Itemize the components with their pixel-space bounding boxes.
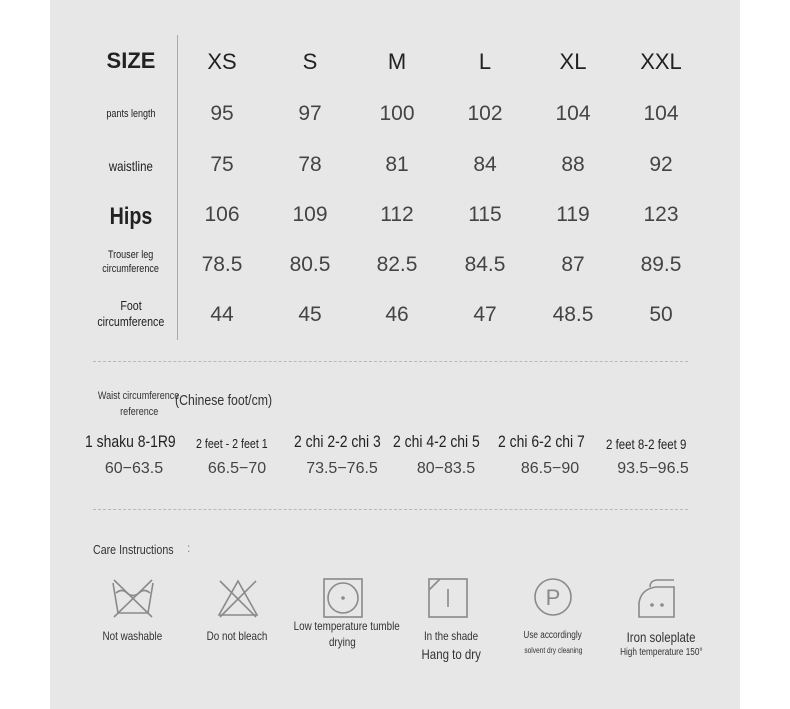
table-cell: 88 [561,153,585,176]
iron-two-dots-icon [636,577,680,619]
care-label-shade-line1: In the shade [423,629,479,643]
size-header-s: S [302,49,318,74]
care-title-mark: : [187,541,191,555]
care-label-iron-line2: High temperature 150° [619,647,703,658]
size-header-label: SIZE [106,48,156,73]
cm-range-5: 86.5−90 [520,460,580,477]
table-cell: 80.5 [289,253,331,276]
chinese-size-3: 2 chi 2-2 chi 3 [294,432,381,451]
wash-tub-crossed-icon [111,577,155,619]
table-vertical-divider [177,35,178,340]
dry-clean-p-icon [531,577,575,619]
cm-range-2: 66.5−70 [207,460,267,477]
table-cell: 109 [292,203,328,226]
table-cell: 119 [556,203,590,226]
care-title: Care Instructions [93,542,174,557]
row-label-trouser-leg-circumference: Trouser leg circumference [102,249,160,275]
table-cell: 106 [204,203,240,226]
waist-reference-label: Waist circumference reference [98,390,180,418]
care-label-not-washable: Not washable [102,629,162,643]
table-cell: 75 [210,153,234,176]
table-cell: 102 [467,102,503,125]
row-label-foot-circumference: Foot circumference [97,298,165,330]
chinese-size-5: 2 chi 6-2 chi 7 [498,432,585,451]
table-cell: 50 [649,303,673,326]
cm-range-6: 93.5−96.5 [617,460,689,477]
waist-reference-unit: (Chinese foot/cm) [175,392,273,409]
table-cell: 97 [298,102,322,125]
cm-range-3: 73.5−76.5 [306,460,378,477]
section-divider-1 [93,361,688,362]
care-label-dry-clean-line1: Use accordingly [523,630,583,641]
table-cell: 48.5 [552,303,594,326]
table-cell: 104 [643,102,679,125]
chinese-size-4: 2 chi 4-2 chi 5 [393,432,480,451]
table-cell: 89.5 [640,253,682,276]
table-cell: 123 [643,203,679,226]
chinese-size-6: 2 feet 8-2 feet 9 [606,436,687,452]
care-label-shade-line2: Hang to dry [421,646,481,662]
size-header-xs: XS [207,49,237,74]
table-cell: 82.5 [376,253,418,276]
size-header-xl: XL [559,49,587,74]
table-cell: 104 [555,102,591,125]
size-header-xxl: XXL [640,49,682,74]
table-cell: 95 [210,102,234,125]
table-cell: 46 [385,303,409,326]
table-cell: 47 [473,303,497,326]
tumble-dry-low-icon [321,577,365,619]
table-cell: 81 [385,153,409,176]
section-divider-2 [93,509,688,510]
chinese-size-1: 1 shaku 8-1R9 [85,432,176,451]
row-label-hips: Hips [109,203,153,230]
table-cell: 78.5 [201,253,243,276]
row-label-waistline: waistline [108,158,154,174]
care-label-iron-line1: Iron soleplate [626,629,696,645]
shade-dry-icon [426,577,470,619]
cm-range-1: 60−63.5 [104,460,164,477]
table-cell: 115 [468,203,502,226]
table-cell: 112 [380,203,414,226]
care-label-dry-clean-line2: solvent dry cleaning [524,646,582,655]
table-cell: 84 [473,153,497,176]
table-cell: 87 [561,253,585,276]
table-cell: 44 [210,303,234,326]
size-header-l: L [478,49,492,74]
table-cell: 78 [298,153,322,176]
row-label-pants-length: pants length [106,108,156,120]
table-cell: 100 [379,102,415,125]
table-cell: 92 [649,153,673,176]
care-label-tumble-dry: Low temperature tumble drying [293,619,400,649]
table-cell: 45 [298,303,322,326]
triangle-crossed-icon [216,577,260,619]
size-header-m: M [387,49,407,74]
care-label-do-not-bleach: Do not bleach [206,629,268,643]
table-cell: 84.5 [464,253,506,276]
chinese-size-2: 2 feet - 2 feet 1 [196,436,268,451]
cm-range-4: 80−83.5 [416,460,476,477]
svg-text:P: P [545,585,561,610]
